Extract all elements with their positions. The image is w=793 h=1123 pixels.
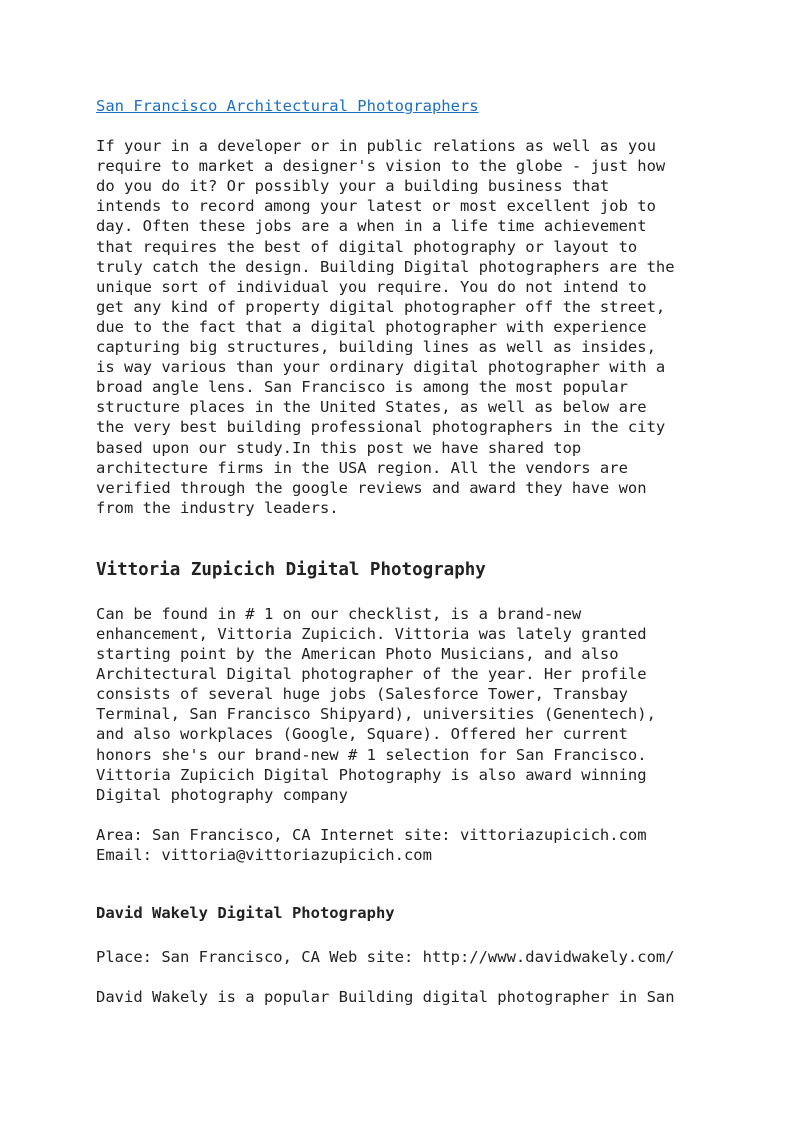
intro-line: day. Often these jobs are a when in a life time achievement <box>96 217 647 236</box>
intro-line: due to the fact that a digital photographer with experience <box>96 317 647 336</box>
body-line: Can be found in # 1 on our checklist, is a brand-new <box>96 604 582 623</box>
intro-line: unique sort of individual you require. You do not intend to <box>96 277 647 296</box>
intro-line: capturing big structures, building lines as well as insides, <box>96 338 656 357</box>
intro-line: get any kind of property digital photographer off the street, <box>96 297 666 316</box>
vittoria-contact <box>96 825 696 865</box>
intro-line: broad angle lens. San Francisco is among the most popular <box>96 378 628 397</box>
document-content <box>96 96 696 1007</box>
intro-line: from the industry leaders. <box>96 498 339 517</box>
david-body-line: David Wakely is a popular Building digital photographer in San <box>96 988 675 1007</box>
intro-line: verified through the google reviews and award they have won <box>96 478 647 497</box>
intro-line: truly catch the design. Building Digital photographers are the <box>96 257 675 276</box>
david-place-line: Place: San Francisco, CA Web site: http://www.davidwakely.com/ <box>96 948 675 966</box>
body-line: Terminal, San Francisco Shipyard), universities (Genentech), <box>96 705 656 724</box>
section-heading-david: David Wakely Digital Photography <box>96 904 395 922</box>
body-line: consists of several huge jobs (Salesforce Tower, Transbay <box>96 685 628 704</box>
title-link[interactable]: San Francisco Architectural Photographers <box>96 97 479 115</box>
intro-line: require to market a designer's vision to the globe - just how <box>96 157 666 176</box>
body-line: enhancement, Vittoria Zupicich. Vittoria was lately granted <box>96 624 647 643</box>
body-line: Digital photography company <box>96 785 348 804</box>
intro-line: architecture firms in the USA region. All the vendors are <box>96 458 628 477</box>
intro-paragraph <box>96 136 696 518</box>
contact-line: Area: San Francisco, CA Internet site: vittoriazupicich.com <box>96 825 647 844</box>
intro-line: that requires the best of digital photography or layout to <box>96 237 638 256</box>
intro-line: intends to record among your latest or most excellent job to <box>96 197 656 216</box>
body-line: starting point by the American Photo Musicians, and also <box>96 645 619 664</box>
vittoria-paragraph <box>96 604 696 805</box>
intro-line: based upon our study.In this post we have shared top <box>96 438 582 457</box>
body-line: honors she's our brand-new # 1 selection for San Francisco. <box>96 745 647 764</box>
section-heading-vittoria: Vittoria Zupicich Digital Photography <box>96 559 486 580</box>
intro-line: do you do it? Or possibly your a building business that <box>96 177 610 196</box>
body-line: and also workplaces (Google, Square). Offered her current <box>96 725 628 744</box>
contact-line: Email: vittoria@vittoriazupicich.com <box>96 845 432 864</box>
body-line: Vittoria Zupicich Digital Photography is also award winning <box>96 765 647 784</box>
body-line: Architectural Digital photographer of the year. Her profile <box>96 665 647 684</box>
intro-line: is way various than your ordinary digital photographer with a <box>96 358 666 377</box>
intro-line: structure places in the United States, as well as below are <box>96 398 647 417</box>
intro-line: If your in a developer or in public relations as well as you <box>96 137 656 156</box>
intro-line: the very best building professional photographers in the city <box>96 418 666 437</box>
